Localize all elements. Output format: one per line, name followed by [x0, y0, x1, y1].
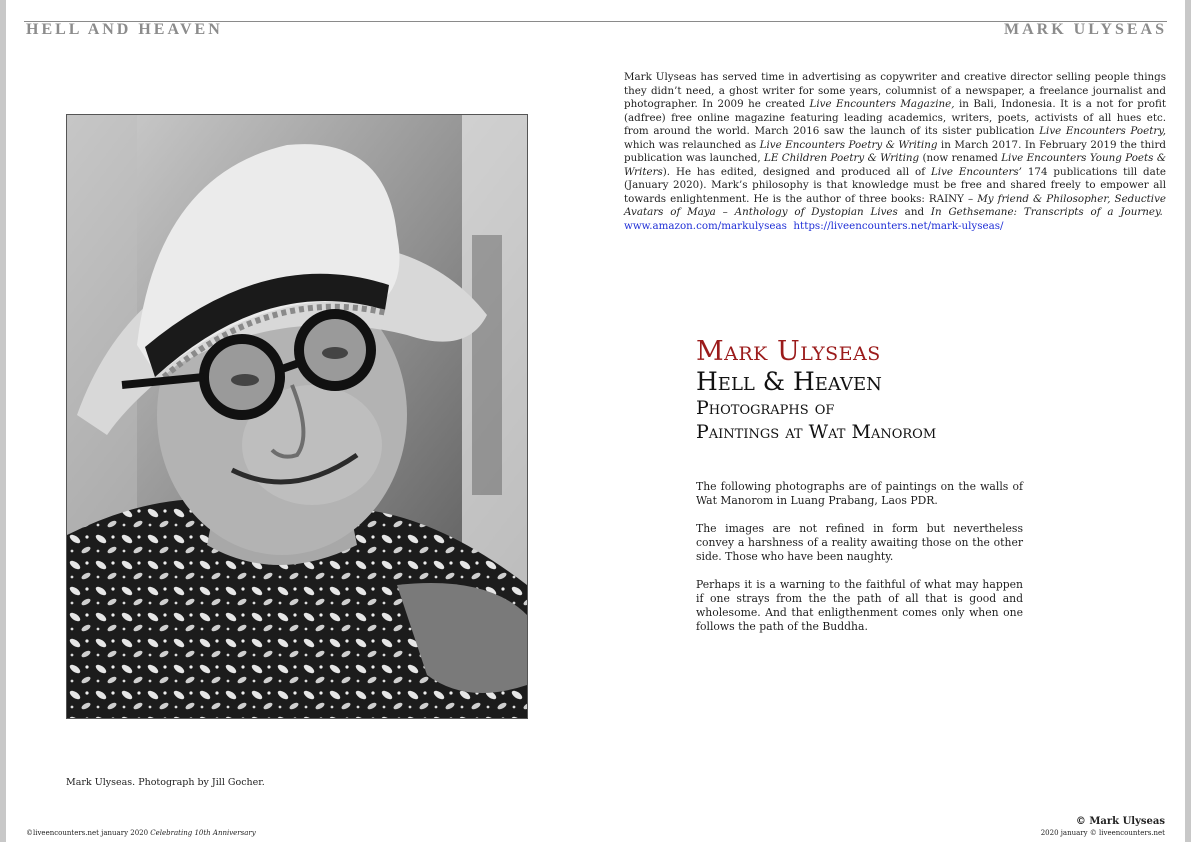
- article-title: Hell & Heaven: [696, 367, 882, 396]
- portrait-photo: [66, 114, 528, 719]
- bio-text: Mark Ulyseas has served time in advertising as copywriter and creative director selling people things they didn’t need, a ghost writer for some years, columnist of a newspaper, a freelance journalist and photographer. In 2009 he created: [624, 71, 1166, 110]
- bio-text: in March 2017. In February 2019 the third publication was launched,: [624, 138, 1166, 164]
- running-header-right: MARK ULYSEAS: [1004, 21, 1167, 38]
- running-header-left: HELL AND HEAVEN: [26, 21, 223, 38]
- footer-copyright: © Mark Ulyseas: [1075, 816, 1165, 827]
- bio-text: which was relaunched as: [624, 138, 760, 151]
- intro-paragraph: The following photographs are of paintings on the walls of Wat Manorom in Luang Prabang, Laos PDR.: [696, 480, 1023, 507]
- article-title-block: [696, 336, 936, 444]
- bio-title: My friend & Philosopher, Seductive Avatars of Maya – Anthology of Dystopian Lives: [624, 192, 1167, 218]
- footer-anniversary: Celebrating 10th Anniversary: [150, 829, 256, 837]
- article-subtitle-line1: Photographs of: [696, 397, 835, 419]
- bio-title: Live Encounters Young Poets & Writers: [624, 152, 1166, 178]
- bio-title: Live Encounters’: [930, 165, 1022, 178]
- author-page-link[interactable]: https://liveencounters.net/mark-ulyseas/: [793, 219, 1004, 232]
- amazon-link[interactable]: www.amazon.com/markulyseas: [624, 219, 787, 232]
- bio-text: ). He has edited, designed and produced all of: [662, 165, 931, 178]
- footer-left-text: ©liveencounters.net january 2020: [26, 829, 151, 837]
- bio-title: LE Children Poetry & Writing: [764, 152, 920, 164]
- author-bio: [624, 71, 1166, 233]
- bio-text: 174 publications till date (January 2020). Mark’s philosophy is that knowledge must be free and shared freely to empower all towards enlightenment. He is the author of three books: RAINY –: [624, 165, 1167, 205]
- article-subtitle-line2: Paintings at Wat Manorom: [696, 421, 937, 443]
- bio-text: and: [897, 206, 931, 218]
- photo-caption: Mark Ulyseas. Photograph by Jill Gocher.: [66, 777, 265, 788]
- page-edge-right: [1185, 0, 1191, 842]
- bio-text: in Bali, Indonesia. It is a not for profit (adfree) free online magazine featuring leading academics, writers, poets, activists of all hues etc. from around the world. March 2016 saw the launch of its sister publication: [624, 98, 1166, 137]
- bio-title: In Gethsemane: Transcripts of a Journey.: [930, 206, 1163, 218]
- footer-right: 2020 january © liveencounters.net: [1040, 829, 1165, 837]
- footer-left: [26, 829, 256, 837]
- bio-text: (now renamed: [919, 152, 1002, 164]
- page-edge-left: [0, 0, 6, 842]
- article-intro: [696, 480, 1023, 648]
- author-name-title: Mark Ulyseas: [696, 336, 881, 367]
- intro-paragraph: Perhaps it is a warning to the faithful of what may happen if one strays from the the path of all that is good and wholesome. And that enligthenment comes only when one follows the path of the Buddha.: [696, 578, 1023, 633]
- intro-paragraph: The images are not refined in form but nevertheless convey a harshness of a reality awaiting those on the other side. Those who have been naughty.: [696, 522, 1023, 563]
- bio-title: Live Encounters Poetry & Writing: [759, 138, 938, 151]
- bio-title: Live Encounters Poetry,: [1039, 125, 1166, 137]
- bio-title: Live Encounters Magazine,: [809, 98, 955, 110]
